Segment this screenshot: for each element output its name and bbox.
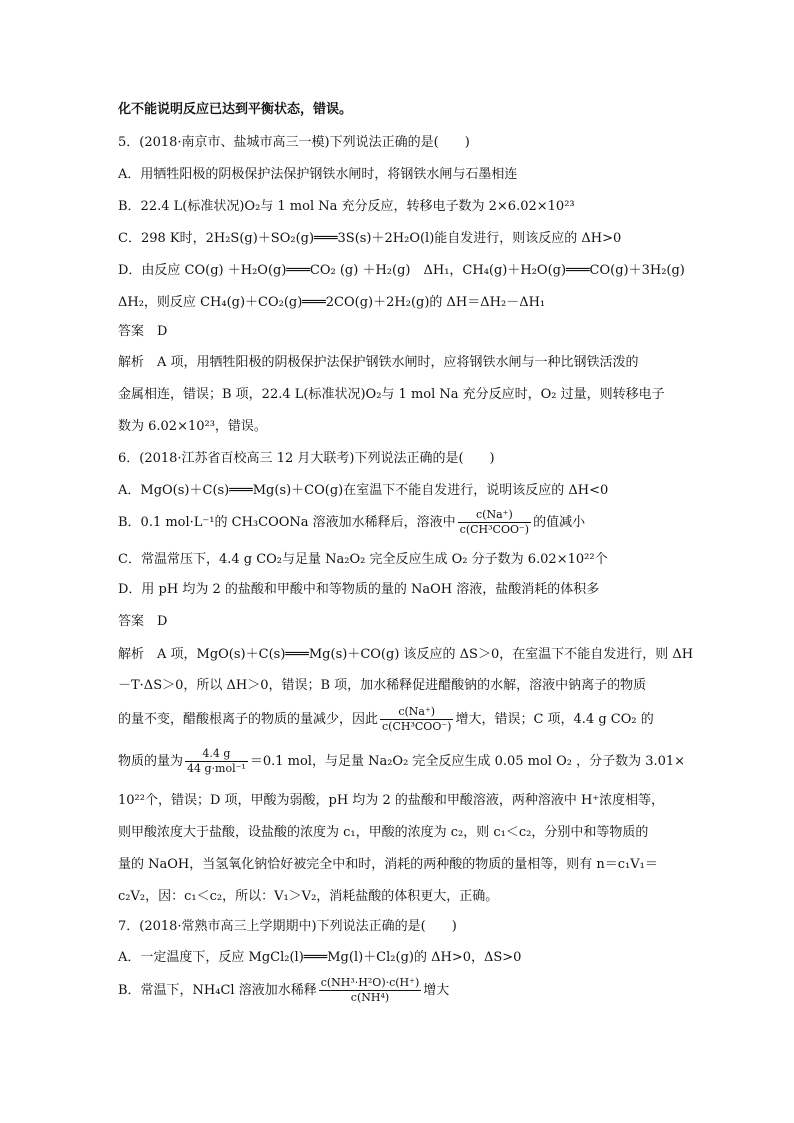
explanation-5-line3: 数为 6.02×10²³，错误。 bbox=[118, 419, 267, 434]
explanation-6-line5: 10²²个，错误；D 项，甲酸为弱酸，pH 均为 2 的盐酸和甲酸溶液，两种溶液中 H⁺浓度相等， bbox=[118, 793, 665, 808]
question-7-option-a: A．一定温度下，反应 MgCl₂(l)═══Mg(l)＋Cl₂(g)的 ΔH>0，ΔS>0 bbox=[118, 950, 522, 965]
answer-5: 答案 D bbox=[118, 324, 168, 339]
question-7: 7．(2018·常熟市高三上学期期中)下列说法正确的是( ) bbox=[118, 919, 457, 934]
question-6-option-b bbox=[118, 506, 688, 540]
fraction bbox=[319, 976, 422, 1005]
fraction-denominator: c(CH³COO⁻) bbox=[382, 720, 452, 733]
question-6: 6．(2018·江苏省百校高三 12 月大联考)下列说法正确的是( ) bbox=[118, 451, 495, 466]
question-6-option-c: C．常温常压下，4.4 g CO₂与足量 Na₂O₂ 完全反应生成 O₂ 分子数为 6.02×10²²个 bbox=[118, 552, 608, 567]
explanation-6-line1: 解析 A 项，MgO(s)＋C(s)═══Mg(s)＋CO(g) 该反应的 ΔS＞0，在室温下不能自发进行，则 ΔH bbox=[118, 647, 694, 662]
question-5-option-d-line2: ΔH₂，则反应 CH₄(g)＋CO₂(g)═══2CO(g)＋2H₂(g)的 ΔH＝ΔH₂－ΔH₁ bbox=[118, 295, 546, 310]
explanation-6-line8: c₂V₂，因：c₁＜c₂，所以：V₁＞V₂，消耗盐酸的体积更大，正确。 bbox=[118, 889, 499, 904]
explanation-suffix: 增大，错误；C 项，4.4 g CO₂ 的 bbox=[455, 712, 654, 727]
explanation-5-line2: 金属相连，错误；B 项，22.4 L(标准状况)O₂与 1 mol Na 充分反应时，O₂ 过量，则转移电子 bbox=[118, 387, 665, 402]
explanation-5-line1: 解析 A 项，用牺牲阳极的阴极保护法保护钢铁水闸时，应将钢铁水闸与一种比钢铁活泼的 bbox=[118, 355, 639, 370]
fraction-denominator: c(NH⁴) bbox=[350, 991, 390, 1004]
question-5: 5．(2018·南京市、盐城市高三一模)下列说法正确的是( ) bbox=[118, 135, 470, 150]
question-7-option-b bbox=[118, 974, 688, 1008]
question-5-option-a: A．用牺牲阳极的阴极保护法保护钢铁水闸时，将钢铁水闸与石墨相连 bbox=[118, 167, 518, 182]
fraction-denominator: 44 g·mol⁻¹ bbox=[187, 762, 246, 775]
fraction-numerator: c(Na⁺) bbox=[458, 508, 531, 523]
text-line: 化不能说明反应已达到平衡状态，错误。 bbox=[118, 102, 353, 117]
fraction bbox=[458, 508, 531, 537]
fraction-numerator: c(NH³·H²O)·c(H⁺) bbox=[320, 976, 420, 989]
explanation-suffix: ＝0.1 mol，与足量 Na₂O₂ 完全反应生成 0.05 mol O₂ ，分子数为 3.01× bbox=[249, 754, 686, 769]
question-5-option-b: B．22.4 L(标准状况)O₂与 1 mol Na 充分反应，转移电子数为 2×6.02×10²³ bbox=[118, 199, 575, 214]
option-b-suffix: 增大 bbox=[423, 983, 450, 998]
question-5-option-d-line1: D．由反应 CO(g) ＋H₂O(g)═══CO₂ (g) ＋H₂(g) ΔH₁，CH₄(g)＋H₂O(g)═══CO(g)＋3H₂(g) bbox=[118, 263, 685, 278]
question-6-option-d: D．用 pH 均为 2 的盐酸和甲酸中和等物质的量的 NaOH 溶液，盐酸消耗的体积多 bbox=[118, 582, 600, 597]
fraction bbox=[185, 747, 248, 776]
option-b-suffix: 的值减小 bbox=[533, 515, 586, 530]
explanation-text: 的量不变，醋酸根离子的物质的量减少，因此 bbox=[118, 712, 379, 727]
fraction-numerator: c(Na⁺) bbox=[380, 705, 453, 720]
explanation-6-line6: 则甲酸浓度大于盐酸，设盐酸的浓度为 c₁，甲酸的浓度为 c₂，则 c₁＜c₂，分别中和等物质的 bbox=[118, 825, 649, 840]
question-5-option-c: C．298 K时，2H₂S(g)＋SO₂(g)═══3S(s)＋2H₂O(l)能自发进行，则该反应的 ΔH>0 bbox=[118, 231, 622, 246]
answer-6: 答案 D bbox=[118, 614, 168, 629]
question-6-option-a: A．MgO(s)＋C(s)═══Mg(s)＋CO(g)在室温下不能自发进行，说明该反应的 ΔH<0 bbox=[118, 483, 609, 498]
fraction-numerator: 4.4 g bbox=[185, 747, 248, 762]
explanation-6-line7: 量的 NaOH，当氢氧化钠恰好被完全中和时，消耗的两种酸的物质的量相等，则有 n＝c₁V₁＝ bbox=[118, 857, 658, 872]
explanation-6-line3 bbox=[118, 703, 688, 737]
option-b-text: B．常温下，NH₄Cl 溶液加水稀释 bbox=[118, 983, 317, 998]
explanation-6-line2: －T·ΔS＞0，所以 ΔH＞0，错误；B 项，加水稀释促进醋酸钠的水解，溶液中钠离子的物质 bbox=[118, 678, 647, 693]
fraction-denominator: c(CH³COO⁻) bbox=[459, 523, 530, 536]
explanation-text: 物质的量为 bbox=[118, 754, 184, 769]
fraction bbox=[380, 705, 453, 734]
option-b-text: B．0.1 mol·L⁻¹的 CH₃COONa 溶液加水稀释后，溶液中 bbox=[118, 515, 456, 530]
explanation-6-line4 bbox=[118, 745, 688, 779]
